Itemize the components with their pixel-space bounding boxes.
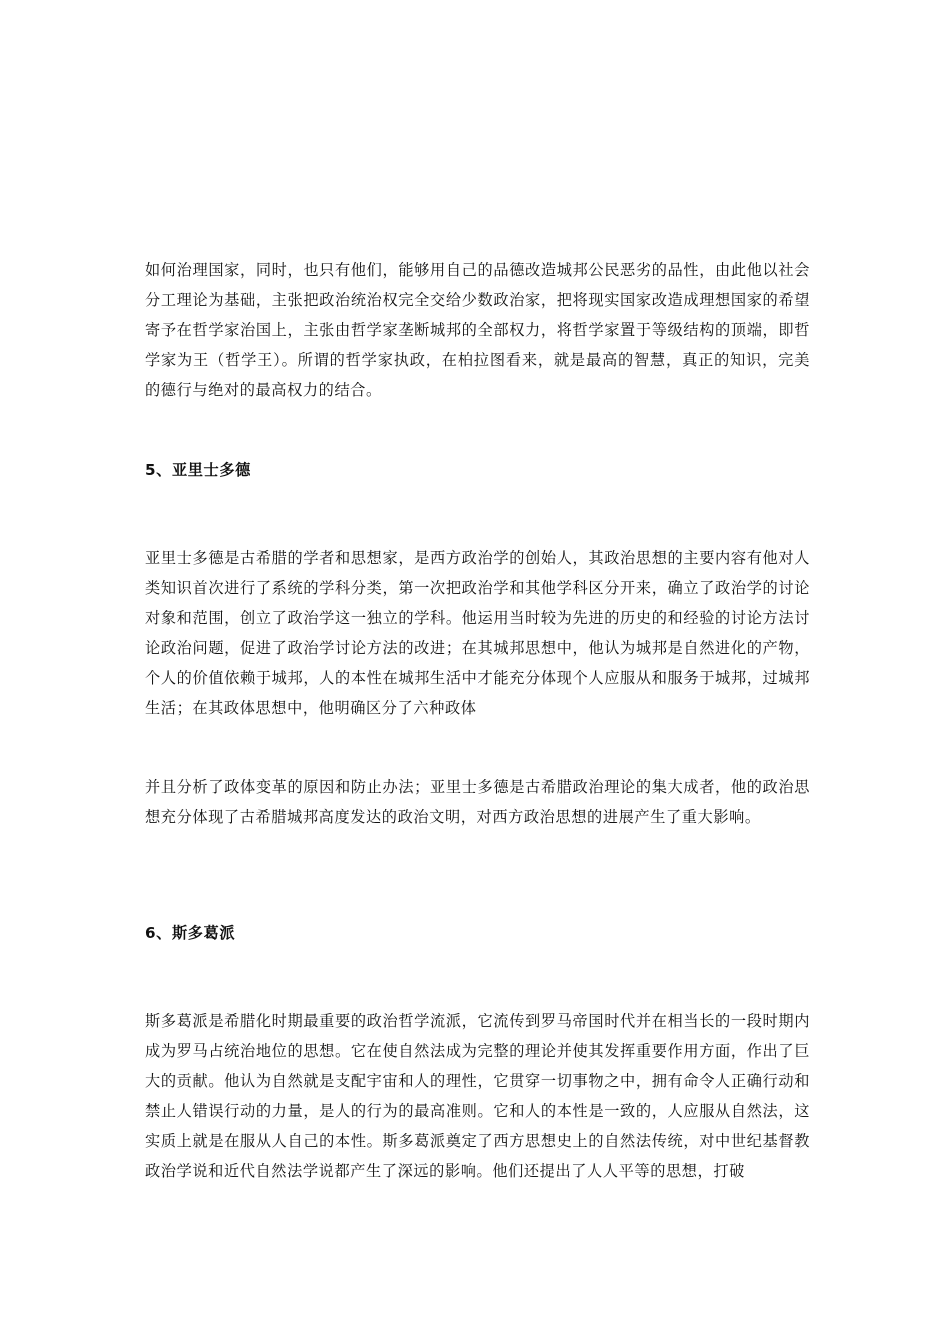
section-heading-stoics: 6、斯多葛派 <box>145 924 236 942</box>
section-heading-aristotle: 5、亚里士多德 <box>145 461 251 479</box>
paragraph-plato-philosopher-king: 如何治理国家，同时，也只有他们，能够用自己的品德改造城邦公民恶劣的品性，由此他以社会分工理论为基础，主张把政治统治权完全交给少数政治家，把将现实国家改造成理想国家的希望寄予在哲学家治国上，主张由哲学家垄断城邦的全部权力，将哲学家置于等级结构的顶端，即哲学家为王（哲学王）。所谓的哲学家执政，在柏拉图看来，就是最高的智慧，真正的知识，完美的德行与绝对的最高权力的结合。 <box>145 261 810 399</box>
paragraph-aristotle-conclusion: 并且分析了政体变革的原因和防止办法；亚里士多德是古希腊政治理论的集大成者，他的政治思想充分体现了古希腊城邦高度发达的政治文明，对西方政治思想的进展产生了重大影响。 <box>145 778 810 826</box>
paragraph-stoics: 斯多葛派是希腊化时期最重要的政治哲学流派，它流传到罗马帝国时代并在相当长的一段时期内成为罗马占统治地位的思想。它在使自然法成为完整的理论并使其发挥重要作用方面，作出了巨大的贡献。他认为自然就是支配宇宙和人的理性，它贯穿一切事物之中，拥有命令人正确行动和禁止人错误行动的力量，是人的行为的最高准则。它和人的本性是一致的，人应服从自然法，这实质上就是在服从人自己的本性。斯多葛派奠定了西方思想史上的自然法传统，对中世纪基督教政治学说和近代自然法学说都产生了深远的影响。他们还提出了人人平等的思想，打破 <box>145 1012 810 1180</box>
paragraph-aristotle-intro: 亚里士多德是古希腊的学者和思想家，是西方政治学的创始人，其政治思想的主要内容有他对人类知识首次进行了系统的学科分类，第一次把政治学和其他学科区分开来，确立了政治学的讨论对象和范围，创立了政治学这一独立的学科。他运用当时较为先进的历史的和经验的讨论方法讨论政治问题，促进了政治学讨论方法的改进；在其城邦思想中，他认为城邦是自然进化的产物，个人的价值依赖于城邦，人的本性在城邦生活中才能充分体现个人应服从和服务于城邦，过城邦生活；在其政体思想中，他明确区分了六种政体 <box>145 549 810 717</box>
